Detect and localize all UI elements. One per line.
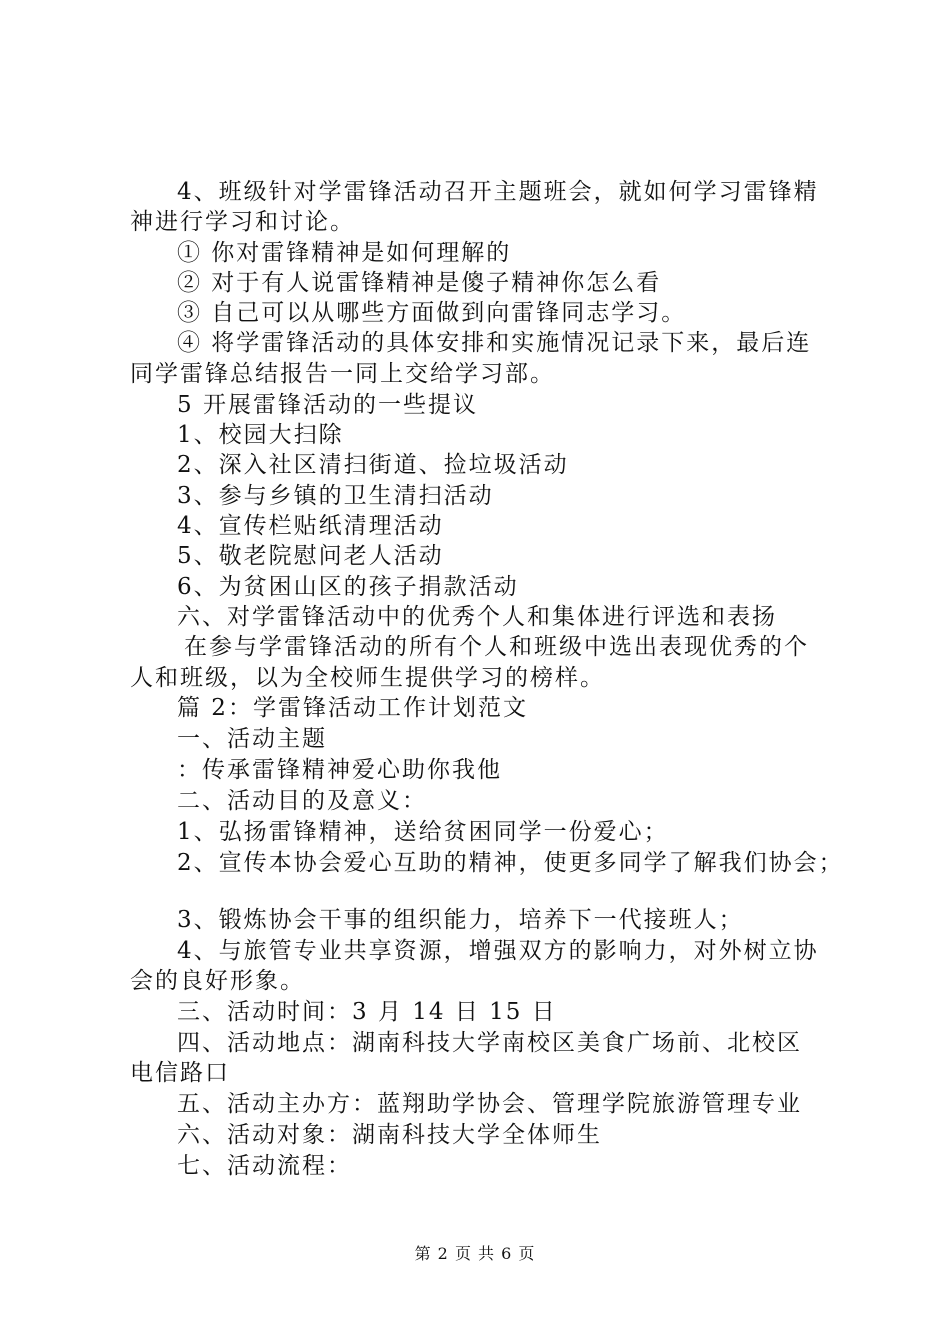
list-item: 3、锻炼协会干事的组织能力，培养下一代接班人； xyxy=(177,907,744,933)
list-item: ④ 将学雷锋活动的具体安排和实施情况记录下来，最后连 xyxy=(177,330,812,356)
section-heading: 三、活动时间：3 月 14 日 15 日 xyxy=(177,999,557,1025)
section-heading: 六、对学雷锋活动中的优秀个人和集体进行评选和表扬 xyxy=(177,604,777,630)
section-heading: 五、活动主办方：蓝翔助学协会、管理学院旅游管理专业 xyxy=(177,1091,802,1117)
page-number-footer: 第 2 页 共 6 页 xyxy=(414,1244,536,1263)
paragraph-line: 4、班级针对学雷锋活动召开主题班会，就如何学习雷锋精 xyxy=(177,179,819,205)
list-item: ① 你对雷锋精神是如何理解的 xyxy=(177,240,512,266)
paragraph-line: 电信路口 xyxy=(130,1060,230,1086)
list-item: 2、深入社区清扫街道、捡垃圾活动 xyxy=(177,452,569,478)
list-item: 3、参与乡镇的卫生清扫活动 xyxy=(177,483,494,509)
paragraph-line: 在参与学雷锋活动的所有个人和班级中选出表现优秀的个 xyxy=(184,634,809,660)
paragraph-line: 同学雷锋总结报告一同上交给学习部。 xyxy=(130,361,555,387)
section-heading: 篇 2：学雷锋活动工作计划范文 xyxy=(177,695,528,721)
list-item: 5、敬老院慰问老人活动 xyxy=(177,543,444,569)
paragraph-line: ：传承雷锋精神爱心助你我他 xyxy=(177,757,502,783)
list-item: 4、宣传栏贴纸清理活动 xyxy=(177,513,444,539)
list-item: 2、宣传本协会爱心互助的精神，使更多同学了解我们协会； xyxy=(177,850,844,876)
section-heading: 一、活动主题 xyxy=(177,726,327,752)
section-heading: 二、活动目的及意义： xyxy=(177,788,427,814)
paragraph-line: 神进行学习和讨论。 xyxy=(130,209,355,235)
list-item: ③ 自己可以从哪些方面做到向雷锋同志学习。 xyxy=(177,300,687,326)
section-heading: 六、活动对象：湖南科技大学全体师生 xyxy=(177,1122,602,1148)
list-item: 6、为贫困山区的孩子捐款活动 xyxy=(177,574,519,600)
paragraph-line: 人和班级，以为全校师生提供学习的榜样。 xyxy=(130,665,605,691)
paragraph-line: 会的良好形象。 xyxy=(130,968,305,994)
list-item: ② 对于有人说雷锋精神是傻子精神你怎么看 xyxy=(177,270,662,296)
list-item: 1、弘扬雷锋精神，送给贫困同学一份爱心； xyxy=(177,819,669,845)
section-heading: 5 开展雷锋活动的一些提议 xyxy=(177,392,478,418)
list-item: 4、与旅管专业共享资源，增强双方的影响力，对外树立协 xyxy=(177,938,819,964)
section-heading: 四、活动地点：湖南科技大学南校区美食广场前、北校区 xyxy=(177,1030,802,1056)
list-item: 1、校园大扫除 xyxy=(177,422,344,448)
section-heading: 七、活动流程： xyxy=(177,1153,352,1179)
